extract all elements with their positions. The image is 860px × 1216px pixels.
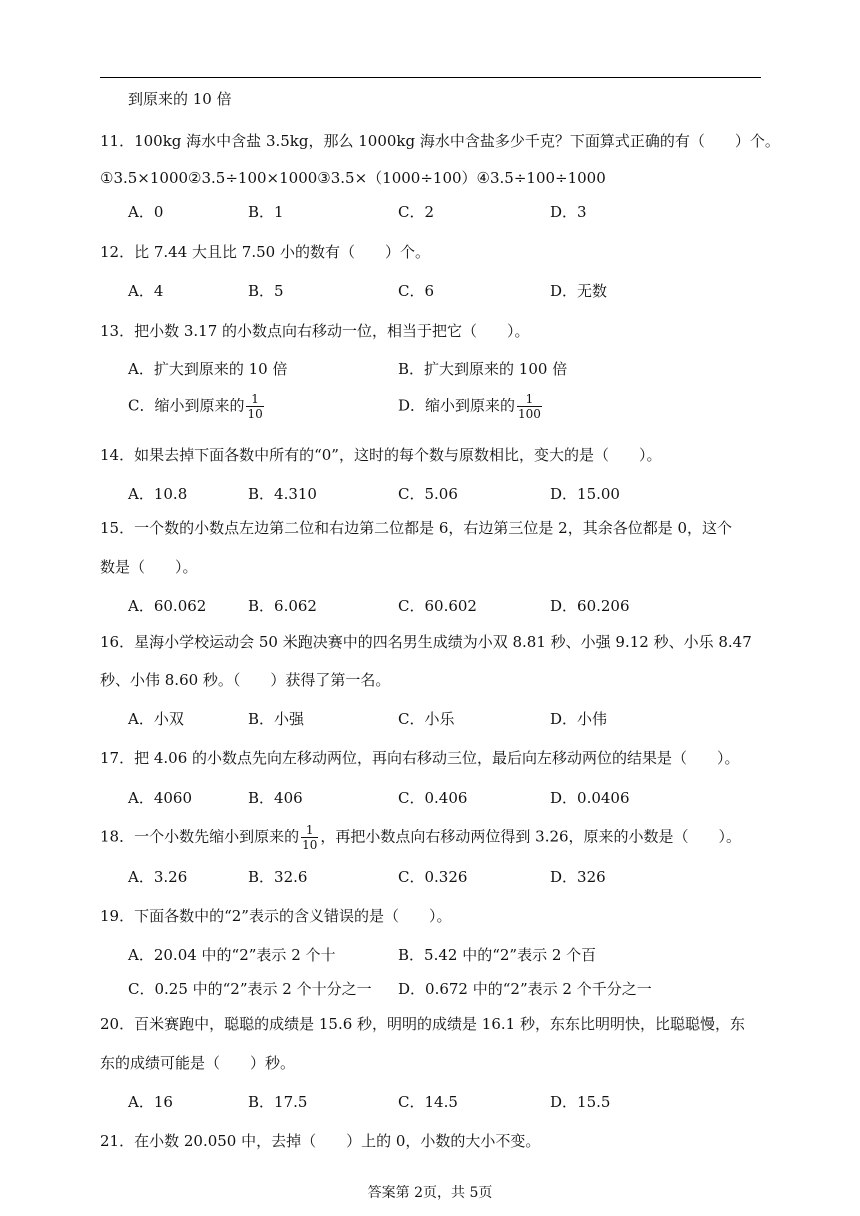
question-16-text: 16．星海小学校运动会 50 米跑决赛中的四名男生成绩为小双 8.81 秒、小强 9.12 秒、小乐 8.47 (100, 633, 752, 651)
question-11-formulas: ①3.5×1000②3.5÷100×1000③3.5×（1000÷100）④3.5÷100÷1000 (100, 169, 606, 187)
fraction-denominator: 10 (302, 838, 318, 852)
question-15-text: 15．一个数的小数点左边第二位和右边第二位都是 6，右边第三位是 2，其余各位都是 0，这个 (100, 519, 733, 537)
q16-option-d: D．小伟 (550, 710, 608, 728)
q18-option-a: A．3.26 (128, 868, 188, 886)
q20-option-a: A．16 (128, 1093, 173, 1111)
fraction-numerator: 1 (301, 823, 318, 838)
q11-option-b: B．1 (248, 203, 284, 221)
q20-option-b: B．17.5 (248, 1093, 308, 1111)
q13-option-c (128, 392, 266, 421)
q13-option-d (398, 392, 544, 421)
fraction-numerator: 1 (517, 392, 542, 407)
q13-option-c-label: C．缩小到原来的 (128, 396, 245, 415)
q13-option-d-label: D．缩小到原来的 (398, 396, 516, 415)
carry-over-text: 到原来的 10 倍 (128, 90, 232, 108)
fraction (246, 392, 263, 421)
question-19-text: 19．下面各数中的“2”表示的含义错误的是（ ）。 (100, 907, 452, 925)
q19-option-d: D．0.672 中的“2”表示 2 个千分之一 (398, 980, 652, 998)
q12-option-c: C．6 (398, 282, 435, 300)
q14-option-b: B．4.310 (248, 485, 317, 503)
q11-option-a: A．0 (128, 203, 164, 221)
q14-option-a: A．10.8 (128, 485, 188, 503)
q13-option-a: A．扩大到原来的 10 倍 (128, 360, 288, 378)
q12-option-d: D．无数 (550, 282, 608, 300)
q19-option-c: C．0.25 中的“2”表示 2 个十分之一 (128, 980, 372, 998)
fraction-numerator: 1 (246, 392, 263, 407)
q18-option-d: D．326 (550, 868, 606, 886)
q17-option-a: A．4060 (128, 789, 193, 807)
q11-option-d: D．3 (550, 203, 587, 221)
question-21-text: 21．在小数 20.050 中，去掉（ ）上的 0，小数的大小不变。 (100, 1132, 541, 1150)
question-13-text: 13．把小数 3.17 的小数点向右移动一位，相当于把它（ ）。 (100, 322, 530, 340)
question-12-text: 12．比 7.44 大且比 7.50 小的数有（ ）个。 (100, 243, 430, 261)
fraction-denominator: 100 (518, 407, 541, 421)
fraction-denominator: 10 (247, 407, 263, 421)
q17-option-b: B．406 (248, 789, 303, 807)
q13-option-b: B．扩大到原来的 100 倍 (398, 360, 568, 378)
q15-option-c: C．60.602 (398, 597, 477, 615)
q19-option-a: A．20.04 中的“2”表示 2 个十 (128, 946, 336, 964)
q15-option-a: A．60.062 (128, 597, 207, 615)
fraction (517, 392, 542, 421)
q16-option-b: B．小强 (248, 710, 305, 728)
q17-option-c: C．0.406 (398, 789, 468, 807)
question-14-text: 14．如果去掉下面各数中所有的“0”，这时的每个数与原数相比，变大的是（ ）。 (100, 446, 662, 464)
question-20-text-cont: 东的成绩可能是（ ）秒。 (100, 1054, 296, 1072)
question-18-text-post: ，再把小数点向右移动两位得到 3.26，原来的小数是（ ）。 (320, 827, 742, 846)
q14-option-c: C．5.06 (398, 485, 458, 503)
question-15-text-cont: 数是（ ）。 (100, 558, 198, 576)
q14-option-d: D．15.00 (550, 485, 620, 503)
question-16-text-cont: 秒、小伟 8.60 秒。（ ）获得了第一名。 (100, 671, 391, 689)
q15-option-d: D．60.206 (550, 597, 630, 615)
header-rule (100, 77, 761, 78)
question-18-text (100, 823, 741, 852)
q15-option-b: B．6.062 (248, 597, 317, 615)
question-11-text: 11．100kg 海水中含盐 3.5kg，那么 1000kg 海水中含盐多少千克？下面算式正确的有（ ）个。 (100, 132, 780, 150)
q12-option-b: B．5 (248, 282, 284, 300)
question-20-text: 20．百米赛跑中，聪聪的成绩是 15.6 秒，明明的成绩是 16.1 秒，东东比明明快，比聪聪慢，东 (100, 1015, 745, 1033)
q18-option-c: C．0.326 (398, 868, 468, 886)
q18-option-b: B．32.6 (248, 868, 308, 886)
question-18-text-pre: 18．一个小数先缩小到原来的 (100, 827, 300, 846)
page-footer: 答案第 2页，共 5页 (367, 1185, 493, 1201)
q20-option-c: C．14.5 (398, 1093, 458, 1111)
q19-option-b: B．5.42 中的“2”表示 2 个百 (398, 946, 597, 964)
q16-option-a: A．小双 (128, 710, 184, 728)
q17-option-d: D．0.0406 (550, 789, 630, 807)
q11-option-c: C．2 (398, 203, 435, 221)
question-17-text: 17．把 4.06 的小数点先向左移动两位，再向右移动三位，最后向左移动两位的结果是（ ）。 (100, 749, 740, 767)
q12-option-a: A．4 (128, 282, 164, 300)
q20-option-d: D．15.5 (550, 1093, 611, 1111)
q16-option-c: C．小乐 (398, 710, 455, 728)
fraction (301, 823, 318, 852)
